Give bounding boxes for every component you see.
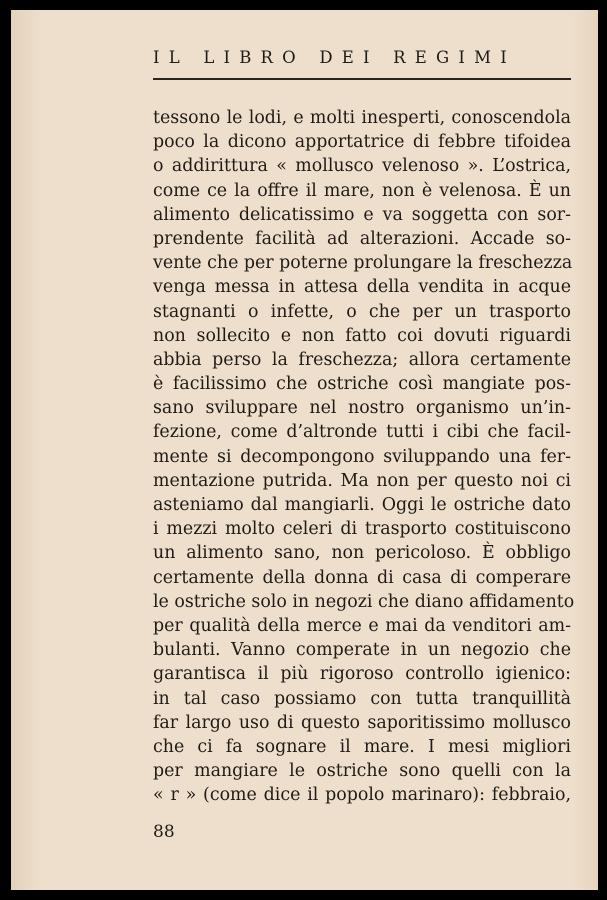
text-line: come ce la offre il mare, non è velenosa. È un <box>153 180 571 201</box>
text-line: fezione, come d’altronde tutti i cibi che facil- <box>153 422 571 443</box>
text-line: i mezzi molto celeri di trasporto costituiscono <box>153 519 571 540</box>
text-line: che ci fa sognare il mare. I mesi migliori <box>153 736 571 757</box>
running-head: IL LIBRO DEI REGIMI <box>153 48 516 67</box>
text-line: mente si decompongono sviluppando una fer- <box>153 446 571 467</box>
text-line: bulanti. Vanno comperate in un negozio che <box>153 640 571 661</box>
text-line: garantisca il più rigoroso controllo igienico: <box>153 664 571 685</box>
text-line: non sollecito e non fatto coi dovuti riguardi <box>153 325 571 346</box>
text-line: sano sviluppare nel nostro organismo un’in- <box>153 398 571 419</box>
text-line: in tal caso possiamo con tutta tranquillità <box>153 688 571 709</box>
text-line: certamente della donna di casa di comperare <box>153 567 571 588</box>
text-line: tessono le lodi, e molti inesperti, conoscendola <box>153 108 571 128</box>
text-line: alimento delicatissimo e va soggetta con sor- <box>153 204 571 225</box>
text-line: venga messa in attesa della vendita in acque <box>153 277 571 298</box>
text-line: per qualità della merce e mai da venditori am- <box>153 615 571 636</box>
header-rule <box>153 78 571 80</box>
body-text <box>153 106 575 807</box>
text-line: mentazione putrida. Ma non per questo noi ci <box>153 470 571 491</box>
text-line: o addirittura « mollusco velenoso ». L’ostrica, <box>153 156 571 177</box>
text-line: un alimento sano, non pericoloso. È obbligo <box>153 543 571 564</box>
text-line: far largo uso di questo saporitissimo mollusco <box>153 712 571 733</box>
page-number: 88 <box>153 822 175 842</box>
text-line: stagnanti o infette, o che per un trasporto <box>153 301 571 322</box>
text-line: le ostriche solo in negozi che diano affidamento <box>153 591 575 612</box>
text-line: è facilissimo che ostriche così mangiate pos- <box>153 374 571 395</box>
text-line: poco la dicono apportatrice di febbre tifoidea <box>153 132 571 153</box>
text-line: « r » (come dice il popolo marinaro): febbraio, <box>153 785 571 806</box>
text-line: prendente facilità ad alterazioni. Accade so- <box>153 228 571 249</box>
text-line: asteniamo dal mangiarli. Oggi le ostriche dato <box>153 495 571 515</box>
text-line: abbia perso la freschezza; allora certamente <box>153 349 571 370</box>
text-line: vente che per poterne prolungare la freschezza <box>153 253 573 274</box>
text-line: per mangiare le ostriche sono quelli con la <box>153 761 571 782</box>
book-page <box>11 10 598 890</box>
